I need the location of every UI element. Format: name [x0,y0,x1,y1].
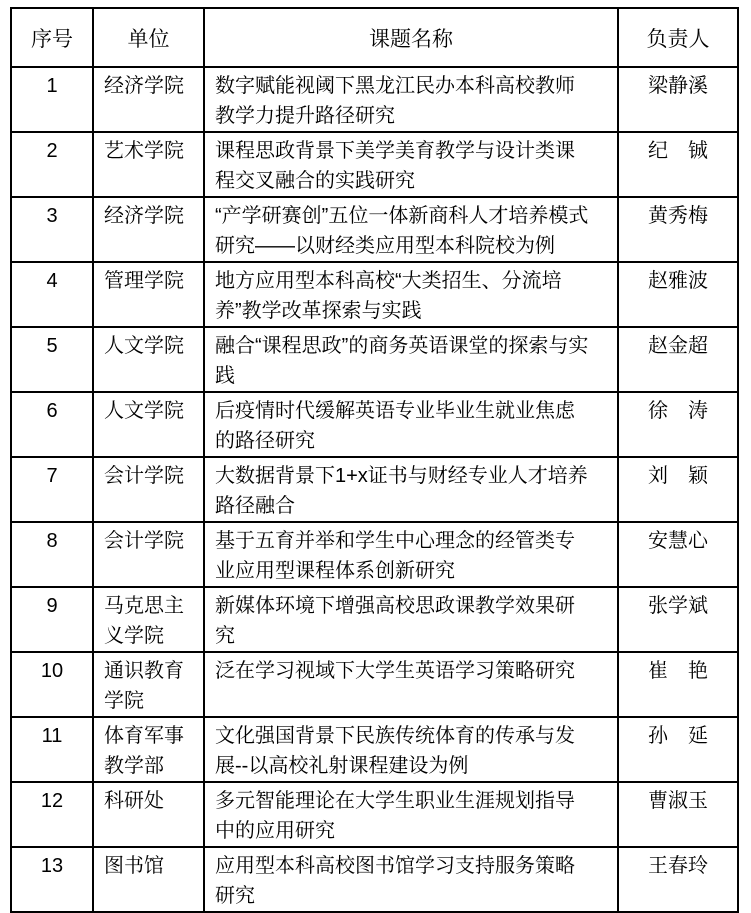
project-title-cell: 应用型本科高校图书馆学习支持服务策略研究 [204,847,618,912]
project-title-cell: 新媒体环境下增强高校思政课教学效果研究 [204,587,618,652]
serial-number-cell: 7 [11,457,93,522]
leader-cell: 张学斌 [618,587,738,652]
serial-number-cell: 1 [11,67,93,132]
header-project-title: 课题名称 [204,8,618,67]
serial-number-cell: 9 [11,587,93,652]
unit-cell: 人文学院 [93,327,204,392]
table-row [11,652,738,717]
leader-cell: 崔 艳 [618,652,738,717]
table-row [11,132,738,197]
project-title-cell: 课程思政背景下美学美育教学与设计类课程交叉融合的实践研究 [204,132,618,197]
unit-cell: 体育军事教学部 [93,717,204,782]
serial-number-cell: 5 [11,327,93,392]
leader-cell: 纪 铖 [618,132,738,197]
serial-number-cell: 2 [11,132,93,197]
unit-cell: 通识教育学院 [93,652,204,717]
leader-cell: 梁静溪 [618,67,738,132]
leader-cell: 徐 涛 [618,392,738,457]
leader-cell: 黄秀梅 [618,197,738,262]
table-row [11,847,738,912]
leader-cell: 安慧心 [618,522,738,587]
project-title-cell: 多元智能理论在大学生职业生涯规划指导中的应用研究 [204,782,618,847]
table-row [11,67,738,132]
project-title-cell: 地方应用型本科高校“大类招生、分流培养”教学改革探索与实践 [204,262,618,327]
unit-cell: 会计学院 [93,522,204,587]
serial-number-cell: 12 [11,782,93,847]
leader-cell: 王春玲 [618,847,738,912]
table-row [11,587,738,652]
header-unit: 单位 [93,8,204,67]
leader-cell: 赵金超 [618,327,738,392]
project-title-cell: “产学研赛创”五位一体新商科人才培养模式研究——以财经类应用型本科院校为例 [204,197,618,262]
unit-cell: 马克思主义学院 [93,587,204,652]
leader-cell: 刘 颖 [618,457,738,522]
table-row [11,717,738,782]
project-title-cell: 大数据背景下1+x证书与财经专业人才培养路径融合 [204,457,618,522]
table-row [11,327,738,392]
table-row [11,262,738,327]
serial-number-cell: 8 [11,522,93,587]
table-row [11,392,738,457]
project-title-cell: 融合“课程思政”的商务英语课堂的探索与实践 [204,327,618,392]
leader-cell: 赵雅波 [618,262,738,327]
leader-cell: 孙 延 [618,717,738,782]
project-title-cell: 数字赋能视阈下黑龙江民办本科高校教师教学力提升路径研究 [204,67,618,132]
unit-cell: 经济学院 [93,67,204,132]
header-serial-number: 序号 [11,8,93,67]
serial-number-cell: 3 [11,197,93,262]
unit-cell: 会计学院 [93,457,204,522]
serial-number-cell: 10 [11,652,93,717]
unit-cell: 科研处 [93,782,204,847]
project-title-cell: 文化强国背景下民族传统体育的传承与发展--以高校礼射课程建设为例 [204,717,618,782]
table-row [11,197,738,262]
header-leader: 负责人 [618,8,738,67]
unit-cell: 管理学院 [93,262,204,327]
table-row [11,782,738,847]
serial-number-cell: 4 [11,262,93,327]
table-row [11,522,738,587]
unit-cell: 人文学院 [93,392,204,457]
leader-cell: 曹淑玉 [618,782,738,847]
project-title-cell: 泛在学习视域下大学生英语学习策略研究 [204,652,618,717]
serial-number-cell: 6 [11,392,93,457]
project-title-cell: 基于五育并举和学生中心理念的经管类专业应用型课程体系创新研究 [204,522,618,587]
table-header-row [11,8,738,67]
unit-cell: 经济学院 [93,197,204,262]
unit-cell: 艺术学院 [93,132,204,197]
project-title-cell: 后疫情时代缓解英语专业毕业生就业焦虑的路径研究 [204,392,618,457]
serial-number-cell: 13 [11,847,93,912]
project-approval-table [10,7,739,913]
unit-cell: 图书馆 [93,847,204,912]
table-row [11,457,738,522]
table-body [11,67,738,912]
serial-number-cell: 11 [11,717,93,782]
